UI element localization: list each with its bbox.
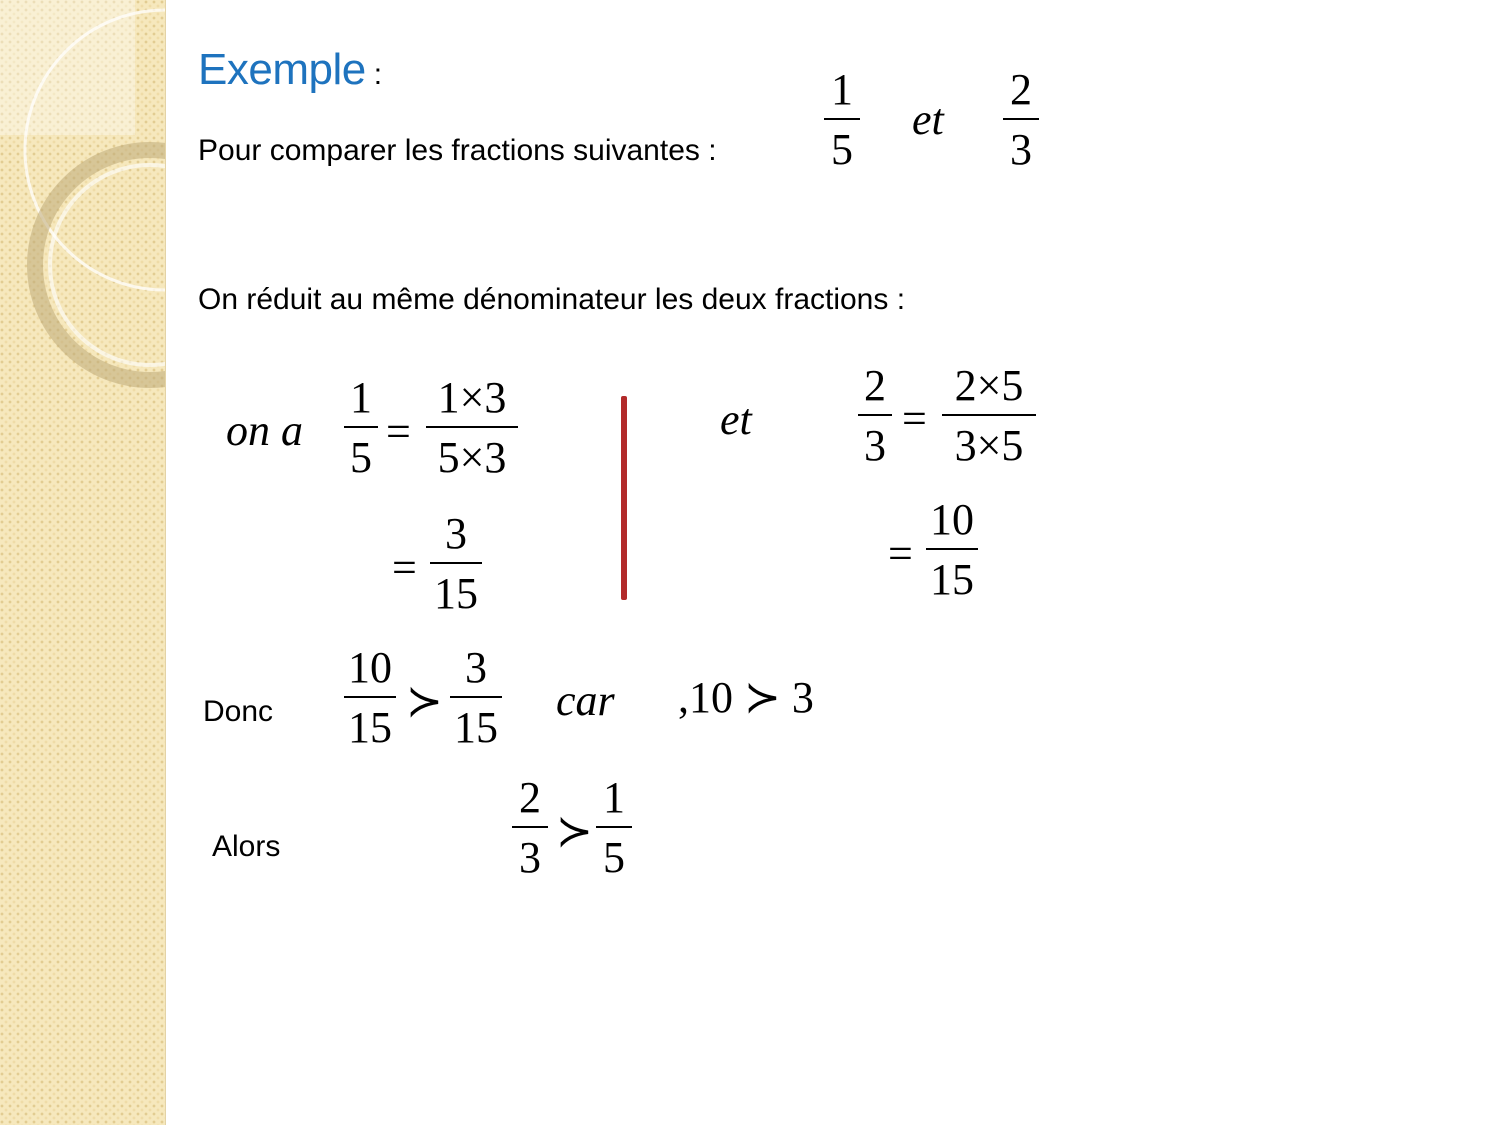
fraction-bar bbox=[824, 118, 860, 120]
intro-connector-et: et bbox=[912, 95, 944, 144]
decorative-side-band bbox=[0, 0, 166, 1125]
donc-fraction-2-numerator: 3 bbox=[465, 643, 487, 692]
right-fraction-1-denominator: 3 bbox=[864, 421, 886, 470]
left-prefix-on-a: on a bbox=[226, 406, 303, 455]
fraction-bar bbox=[344, 426, 378, 428]
left-equals-sign: = bbox=[386, 407, 411, 456]
alors-fraction-1-numerator: 2 bbox=[519, 773, 541, 822]
alors-fraction-1 bbox=[512, 773, 548, 882]
alors-fraction-2-numerator: 1 bbox=[603, 773, 625, 822]
reduce-text: On réduit au même dénominateur les deux fractions : bbox=[198, 283, 906, 316]
alors-fraction-1-denominator: 3 bbox=[519, 833, 541, 882]
intro-fraction-1-denominator: 5 bbox=[831, 125, 853, 174]
right-fraction-2-denominator: 3×5 bbox=[954, 421, 1024, 470]
intro-text: Pour comparer les fractions suivantes : bbox=[198, 134, 717, 167]
intro-fraction-2-denominator: 3 bbox=[1010, 125, 1032, 174]
fraction-bar bbox=[596, 826, 632, 828]
left-fraction-2-numerator: 1×3 bbox=[437, 373, 507, 422]
fraction-bar bbox=[450, 696, 502, 698]
right-fraction-2 bbox=[942, 361, 1036, 470]
donc-fraction-2-denominator: 15 bbox=[454, 703, 498, 752]
intro-fraction-1 bbox=[824, 65, 860, 174]
vertical-divider bbox=[621, 396, 627, 600]
intro-fraction-2 bbox=[1003, 65, 1039, 174]
decorative-rings-graphic bbox=[0, 0, 165, 1125]
right-equals-sign: = bbox=[902, 394, 927, 443]
left-fraction-2 bbox=[426, 373, 518, 482]
left-result-numerator: 3 bbox=[445, 509, 467, 558]
left-fraction-1-denominator: 5 bbox=[350, 433, 372, 482]
donc-reason: ,10 ≻ 3 bbox=[678, 673, 814, 722]
fraction-bar bbox=[942, 414, 1036, 416]
right-fraction-2-numerator: 2×5 bbox=[954, 361, 1024, 410]
slide-title-colon: : bbox=[373, 58, 382, 91]
donc-car-word: car bbox=[556, 676, 615, 725]
intro-fraction-1-numerator: 1 bbox=[831, 65, 853, 114]
middle-connector-et: et bbox=[720, 395, 752, 444]
left-fraction-2-denominator: 5×3 bbox=[437, 433, 507, 482]
slide-title-text: Exemple bbox=[198, 45, 366, 94]
right-result-denominator: 15 bbox=[930, 555, 974, 604]
left-equals-sign-2: = bbox=[392, 543, 417, 592]
left-fraction-1 bbox=[344, 373, 378, 482]
donc-fraction-2 bbox=[450, 643, 502, 752]
fraction-bar bbox=[512, 826, 548, 828]
fraction-bar bbox=[1003, 118, 1039, 120]
right-fraction-1-numerator: 2 bbox=[864, 361, 886, 410]
fraction-bar bbox=[344, 696, 396, 698]
fraction-bar bbox=[426, 426, 518, 428]
right-result-fraction bbox=[926, 495, 978, 604]
left-result-fraction bbox=[430, 509, 482, 618]
right-result-numerator: 10 bbox=[930, 495, 974, 544]
right-fraction-1 bbox=[858, 361, 892, 470]
donc-fraction-1-numerator: 10 bbox=[348, 643, 392, 692]
alors-fraction-2-denominator: 5 bbox=[603, 833, 625, 882]
right-equals-sign-2: = bbox=[888, 529, 913, 578]
donc-relation-symbol: ≻ bbox=[406, 677, 443, 726]
left-fraction-1-numerator: 1 bbox=[350, 373, 372, 422]
alors-fraction-2 bbox=[596, 773, 632, 882]
donc-fraction-1-denominator: 15 bbox=[348, 703, 392, 752]
alors-relation-symbol: ≻ bbox=[556, 807, 593, 856]
left-result-denominator: 15 bbox=[434, 569, 478, 618]
slide-title bbox=[198, 45, 382, 94]
intro-fraction-2-numerator: 2 bbox=[1010, 65, 1032, 114]
fraction-bar bbox=[926, 548, 978, 550]
fraction-bar bbox=[858, 414, 892, 416]
donc-fraction-1 bbox=[344, 643, 396, 752]
alors-label: Alors bbox=[212, 830, 281, 863]
fraction-bar bbox=[430, 562, 482, 564]
donc-label: Donc bbox=[203, 695, 274, 728]
